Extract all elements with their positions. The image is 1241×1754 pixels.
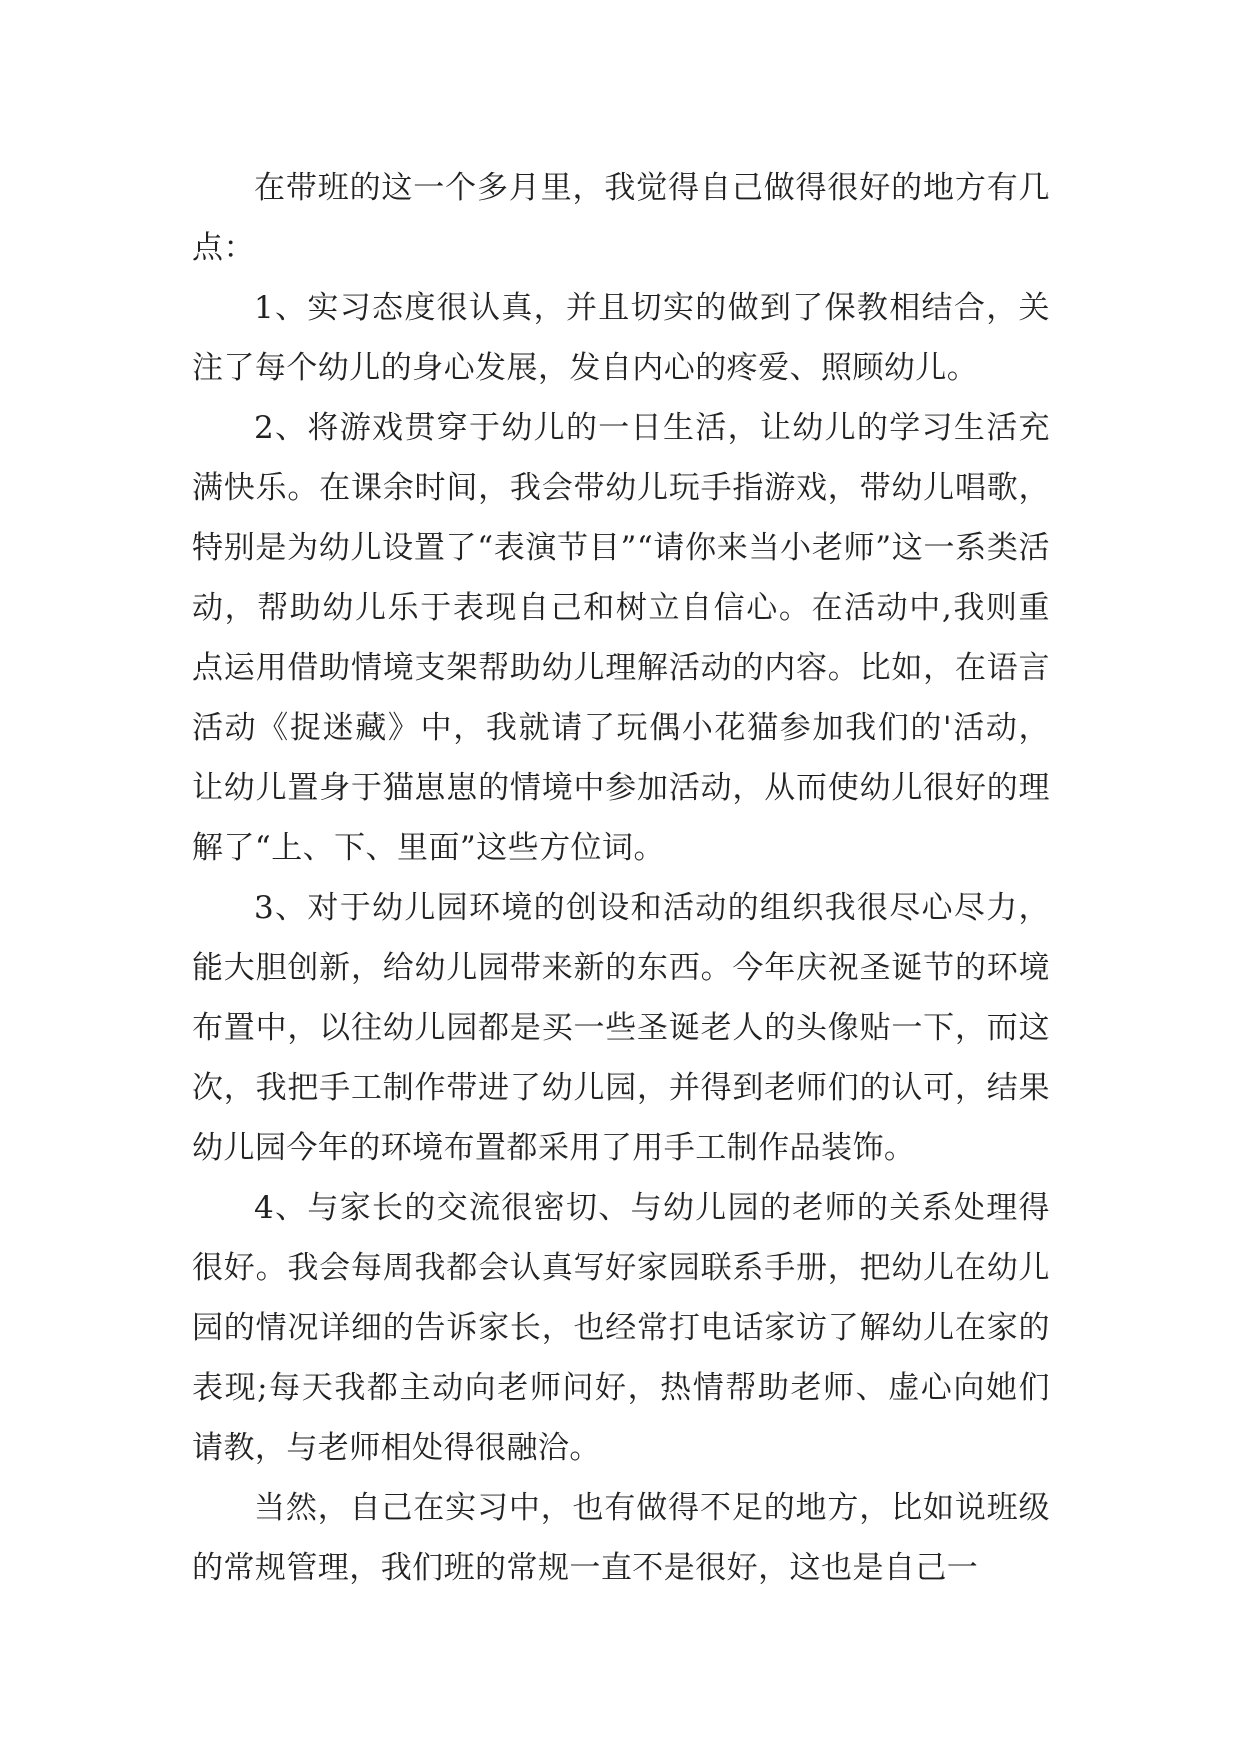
paragraph-point-3: 3、对于幼儿园环境的创设和活动的组织我很尽心尽力，能大胆创新，给幼儿园带来新的东西。今年庆祝圣诞节的环境布置中，以往幼儿园都是买一些圣诞老人的头像贴一下，而这次，我把手工制作带进了幼儿园，并得到老师们的认可，结果幼儿园今年的环境布置都采用了用手工制作品装饰。	[192, 890, 1050, 1166]
paragraph-intro: 在带班的这一个多月里，我觉得自己做得很好的地方有几点：	[192, 170, 1050, 266]
paragraph-shortcomings: 当然，自己在实习中，也有做得不足的地方，比如说班级的常规管理，我们班的常规一直不是很好，这也是自己一	[192, 1490, 1050, 1586]
paragraph-point-4: 4、与家长的交流很密切、与幼儿园的老师的关系处理得很好。我会每周我都会认真写好家园联系手册，把幼儿在幼儿园的情况详细的告诉家长，也经常打电话家访了解幼儿在家的表现;每天我都主动向老师问好，热情帮助老师、虚心向她们请教，与老师相处得很融洽。	[192, 1190, 1050, 1466]
paragraph-point-2: 2、将游戏贯穿于幼儿的一日生活，让幼儿的学习生活充满快乐。在课余时间，我会带幼儿玩手指游戏，带幼儿唱歌，特别是为幼儿设置了“表演节目”“请你来当小老师”这一系类活动，帮助幼儿乐于表现自己和树立自信心。在活动中,我则重点运用借助情境支架帮助幼儿理解活动的内容。比如，在语言活动《捉迷藏》中，我就请了玩偶小花猫参加我们的'活动，让幼儿置身于猫崽崽的情境中参加活动，从而使幼儿很好的理解了“上、下、里面”这些方位词。	[192, 410, 1050, 866]
paragraph-point-1: 1、实习态度很认真，并且切实的做到了保教相结合，关注了每个幼儿的身心发展，发自内心的疼爱、照顾幼儿。	[192, 290, 1050, 386]
document-body	[192, 158, 1050, 1598]
